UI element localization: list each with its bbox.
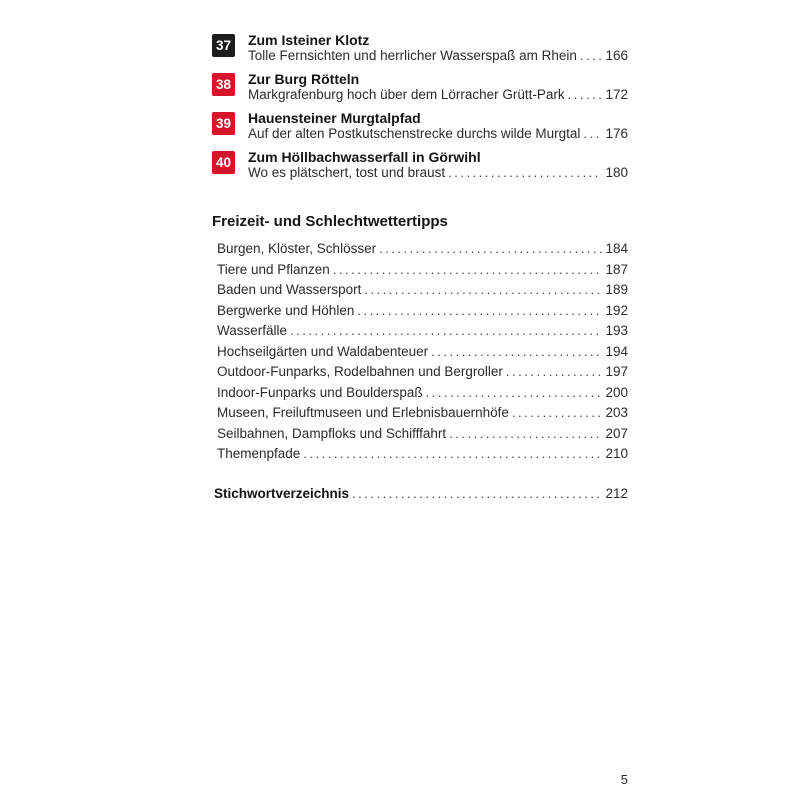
index-page-number: 212 (605, 485, 628, 501)
dot-leader (431, 342, 602, 363)
tip-item (217, 444, 628, 465)
tour-number-badge: 38 (212, 73, 235, 96)
tip-label: Themenpfade (217, 446, 301, 461)
tour-entry-text (248, 32, 628, 63)
tour-page-number: 180 (605, 165, 628, 180)
tour-subtitle: Auf der alten Postkutschenstrecke durchs wilde Murgtal (248, 126, 581, 141)
tour-entry (212, 71, 628, 102)
tour-page-number: 176 (605, 126, 628, 141)
tip-label: Indoor-Funparks und Boulderspaß (217, 384, 423, 400)
tip-page-number: 193 (605, 323, 628, 338)
tour-page-number: 166 (605, 48, 628, 63)
tip-label: Museen, Freiluftmuseen und Erlebnisbauernhöfe (217, 405, 509, 420)
tip-item (217, 280, 628, 301)
dot-leader (426, 383, 603, 404)
tip-page-number: 194 (605, 343, 628, 359)
tour-title: Zum Höllbachwasserfall in Görwihl (248, 149, 481, 165)
tour-number-badge: 37 (212, 34, 235, 57)
tip-item (217, 362, 628, 383)
tip-page-number: 197 (605, 364, 628, 379)
tip-item (217, 383, 628, 404)
tour-subtitle: Tolle Fernsichten und herrlicher Wasserspaß am Rhein (248, 48, 577, 63)
tip-page-number: 200 (605, 384, 628, 400)
tip-label: Seilbahnen, Dampfloks und Schifffahrt (217, 425, 447, 441)
tip-label: Burgen, Klöster, Schlösser (217, 241, 377, 256)
tip-label: Tiere und Pflanzen (217, 261, 330, 277)
dot-leader (303, 444, 602, 465)
tip-page-number: 184 (605, 241, 628, 256)
toc-page (212, 32, 628, 501)
tour-subtitle-row (248, 165, 628, 180)
dot-leader (357, 301, 602, 322)
tip-item (217, 321, 628, 342)
tip-page-number: 187 (605, 261, 628, 277)
dot-leader (506, 362, 603, 383)
tour-subtitle-row (248, 126, 628, 141)
dot-leader (568, 87, 603, 102)
tour-subtitle: Markgrafenburg hoch über dem Lörracher Grütt-Park (248, 87, 565, 102)
dot-leader (583, 126, 602, 141)
dot-leader (290, 321, 602, 342)
dot-leader (364, 280, 602, 301)
dot-leader (449, 424, 602, 445)
tour-entry (212, 110, 628, 141)
tour-subtitle-row (248, 48, 628, 63)
tip-label: Baden und Wassersport (217, 282, 362, 297)
tip-item (217, 424, 628, 445)
dot-leader (379, 239, 602, 260)
tip-page-number: 189 (605, 282, 628, 297)
tour-title: Hauensteiner Murgtalpfad (248, 110, 421, 126)
tip-page-number: 207 (605, 425, 628, 441)
tip-item (217, 403, 628, 424)
page-number: 5 (620, 772, 628, 787)
tour-entry (212, 149, 628, 180)
tip-item (217, 260, 628, 281)
section-heading: Freizeit- und Schlechtwettertipps (212, 213, 448, 230)
tip-page-number: 203 (605, 405, 628, 420)
tour-page-number: 172 (605, 87, 628, 102)
tip-label: Outdoor-Funparks, Rodelbahnen und Bergroller (217, 364, 503, 379)
tip-page-number: 210 (605, 446, 628, 461)
tip-label: Wasserfälle (217, 323, 288, 338)
tour-subtitle-row (248, 87, 628, 102)
tour-subtitle: Wo es plätschert, tost und braust (248, 165, 446, 180)
tour-entry-text (248, 110, 628, 141)
index-label: Stichwortverzeichnis (214, 485, 350, 501)
tip-label: Bergwerke und Höhlen (217, 302, 355, 318)
tour-entries (212, 32, 628, 180)
tour-entry-text (248, 149, 628, 180)
dot-leader (352, 486, 602, 501)
tour-entry-text (248, 71, 628, 102)
tip-item (217, 342, 628, 363)
tour-number-badge: 40 (212, 151, 235, 174)
dot-leader (333, 260, 603, 281)
tip-item (217, 301, 628, 322)
tour-title: Zum Isteiner Klotz (248, 32, 370, 48)
tip-label: Hochseilgärten und Waldabenteuer (217, 343, 429, 359)
dot-leader (512, 403, 603, 424)
tour-title: Zur Burg Rötteln (248, 71, 360, 87)
dot-leader (448, 165, 602, 180)
tip-page-number: 192 (605, 302, 628, 318)
tip-item (217, 239, 628, 260)
tour-number-badge: 39 (212, 112, 235, 135)
tips-list (212, 239, 628, 465)
tour-entry (212, 32, 628, 63)
dot-leader (580, 48, 603, 63)
index-entry (212, 486, 628, 501)
